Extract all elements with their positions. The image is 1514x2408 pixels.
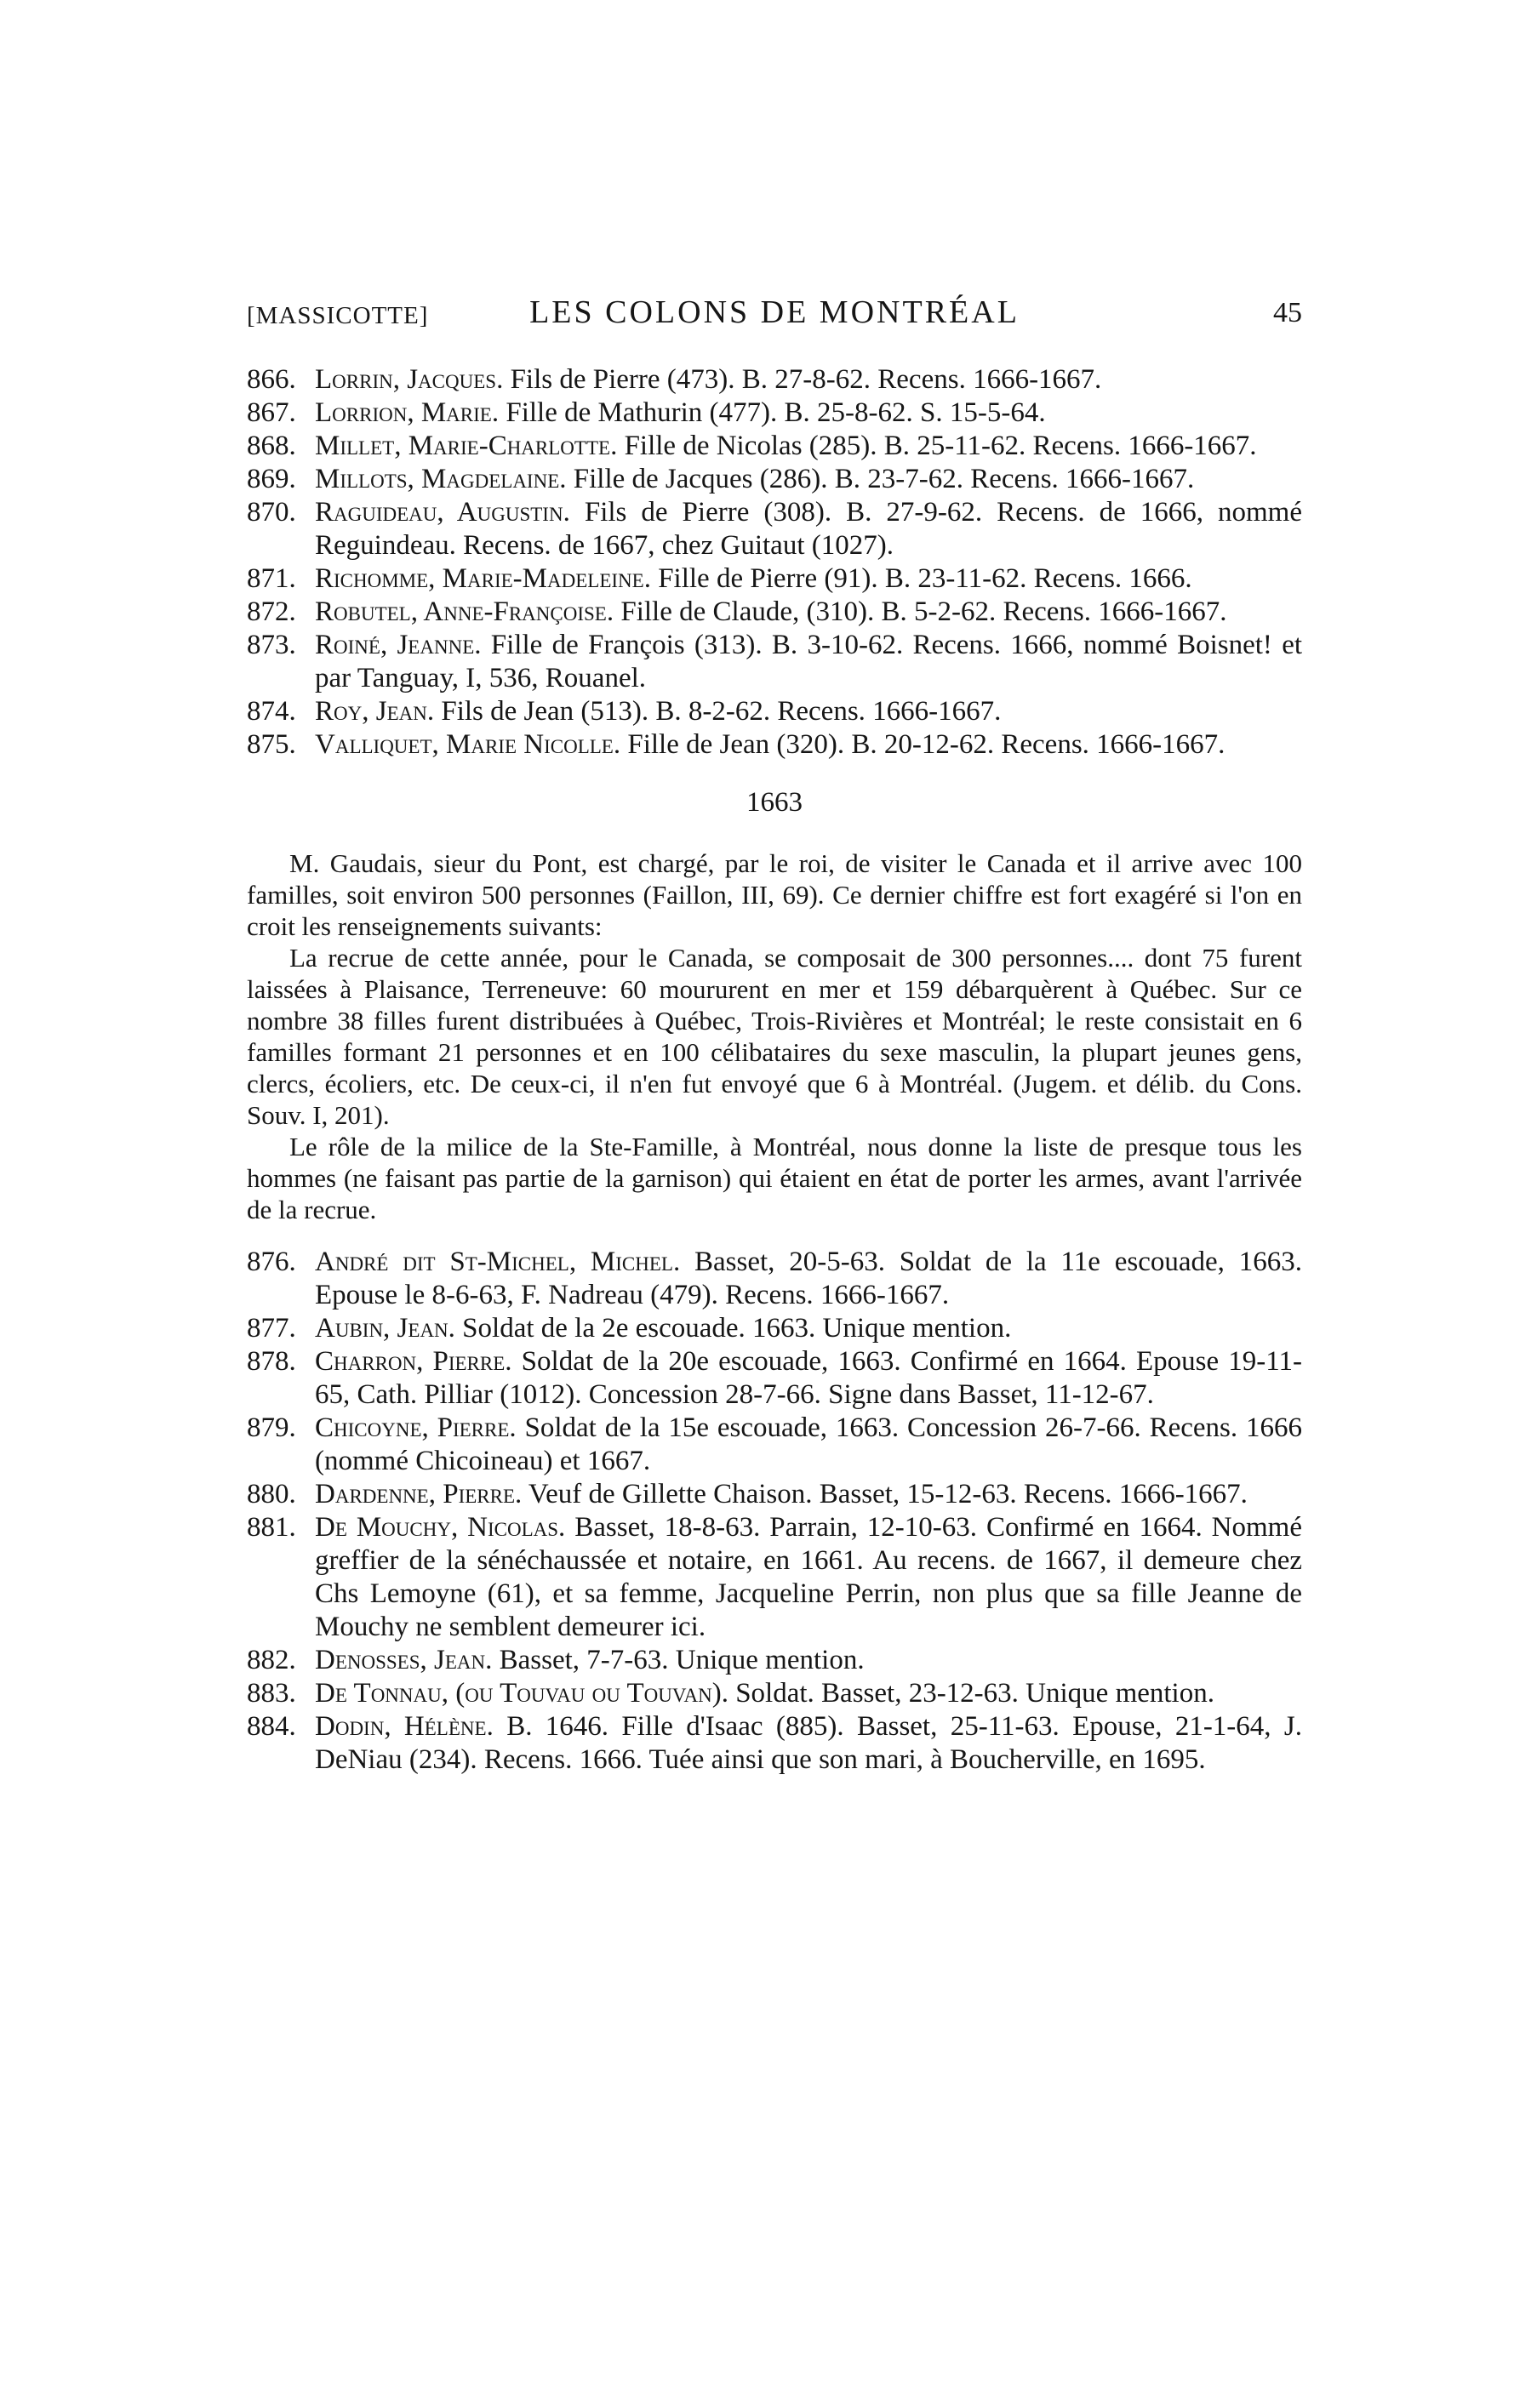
narrative bbox=[247, 847, 1302, 1225]
entry-number: 873. bbox=[247, 630, 296, 660]
entry-text: Fille de Jacques (286). B. 23-7-62. Recens. 1666-1667. bbox=[573, 464, 1195, 494]
entry bbox=[247, 596, 1302, 629]
entry bbox=[247, 1246, 1302, 1312]
entry-number: 880. bbox=[247, 1479, 296, 1509]
entries-list-top bbox=[247, 363, 1302, 762]
entry-text: B. 1646. Fille d'Isaac (885). Basset, 25-11-63. Epouse, 21-1-64, J. DeNiau (234). Recens. 1666. Tuée ainsi que son mari, à Boucherville, en 1695. bbox=[315, 1711, 1303, 1775]
entry-name: De Tonnau, (ou Touvau ou Touvan). bbox=[315, 1678, 728, 1709]
entry-number: 875. bbox=[247, 729, 296, 760]
year-heading: 1663 bbox=[746, 787, 803, 818]
page-number: 45 bbox=[1273, 297, 1302, 328]
entry bbox=[247, 363, 1302, 397]
entry-body bbox=[315, 562, 1302, 596]
entry-number: 866. bbox=[247, 364, 296, 395]
entry bbox=[247, 1677, 1302, 1710]
entry-body bbox=[315, 728, 1302, 762]
entry bbox=[247, 629, 1302, 695]
entry-number: 882. bbox=[247, 1645, 296, 1675]
entry-text: Basset, 20-5-63. Soldat de la 11e escouade, 1663. Epouse le 8-6-63, F. Nadreau (479). Recens. 1666-1667. bbox=[315, 1247, 1302, 1310]
entry bbox=[247, 695, 1302, 728]
entry-body bbox=[315, 1478, 1302, 1511]
entry-text: Soldat. Basset, 23-12-63. Unique mention. bbox=[735, 1678, 1214, 1709]
entry-name: Roiné, Jeanne. bbox=[315, 630, 482, 660]
entry-text: Fille de Mathurin (477). B. 25-8-62. S. 15-5-64. bbox=[506, 397, 1046, 428]
entry-text: Fils de Jean (513). B. 8-2-62. Recens. 1666-1667. bbox=[441, 696, 1002, 727]
entry bbox=[247, 1478, 1302, 1511]
entry bbox=[247, 430, 1302, 463]
entry-name: Millots, Magdelaine. bbox=[315, 464, 567, 494]
entry-text: Soldat de la 2e escouade. 1663. Unique mention. bbox=[462, 1313, 1012, 1344]
entry bbox=[247, 562, 1302, 596]
entry-name: Richomme, Marie-Madeleine. bbox=[315, 563, 651, 594]
entry-text: Fille de Jean (320). B. 20-12-62. Recens. 1666-1667. bbox=[627, 729, 1225, 760]
entry-name: Chicoyne, Pierre. bbox=[315, 1412, 517, 1443]
entry-body bbox=[315, 1677, 1302, 1710]
entry-body bbox=[315, 430, 1302, 463]
entry-number: 874. bbox=[247, 696, 296, 727]
entry-body bbox=[315, 1345, 1302, 1412]
entry-body bbox=[315, 1246, 1302, 1312]
entry-number: 870. bbox=[247, 497, 296, 528]
entry-body bbox=[315, 1312, 1302, 1345]
entry-body bbox=[315, 1644, 1302, 1677]
entry bbox=[247, 397, 1302, 430]
entry-name: Lorrion, Marie. bbox=[315, 397, 500, 428]
entry-body bbox=[315, 363, 1302, 397]
entry-body bbox=[315, 496, 1302, 562]
entry-name: De Mouchy, Nicolas. bbox=[315, 1512, 566, 1543]
entry bbox=[247, 463, 1302, 496]
entry-number: 884. bbox=[247, 1711, 296, 1742]
entry-number: 878. bbox=[247, 1346, 296, 1377]
entry bbox=[247, 496, 1302, 562]
page bbox=[247, 294, 1302, 1777]
entries-list-bottom bbox=[247, 1246, 1302, 1777]
entry-body bbox=[315, 596, 1302, 629]
page-header bbox=[247, 294, 1302, 345]
entry-number: 869. bbox=[247, 464, 296, 494]
entry-text: Fille de Pierre (91). B. 23-11-62. Recens. 1666. bbox=[658, 563, 1192, 594]
entry-name: Denosses, Jean. bbox=[315, 1645, 493, 1675]
paragraph: La recrue de cette année, pour le Canada, se composait de 300 personnes.... dont 75 furent laissées à Plaisance, Terreneuve: 60 moururent en mer et 159 débarquèrent à Québec. Sur ce nombre 38 filles furent distribuées à Québec, Trois-Rivières et Montréal; le reste consistait en 6 familles formant 21 personnes et en 100 célibataires du sexe masculin, la plupart jeunes gens, clercs, écoliers, etc. De ceux-ci, il n'en fut envoyé que 6 à Montréal. (Jugem. et délib. du Cons. Souv. I, 201). bbox=[247, 943, 1302, 1130]
entry-name: Roy, Jean. bbox=[315, 696, 435, 727]
entry-number: 883. bbox=[247, 1678, 296, 1709]
entry-body bbox=[315, 1412, 1302, 1478]
entry-name: Raguideau, Augustin. bbox=[315, 497, 570, 528]
entry-name: Aubin, Jean. bbox=[315, 1313, 455, 1344]
entry bbox=[247, 1312, 1302, 1345]
entry-text: Soldat de la 15e escouade, 1663. Concession 26-7-66. Recens. 1666 (nommé Chicoineau) et 1667. bbox=[315, 1412, 1303, 1476]
entry-number: 867. bbox=[247, 397, 296, 428]
entry bbox=[247, 1644, 1302, 1677]
paragraph: Le rôle de la milice de la Ste-Famille, à Montréal, nous donne la liste de presque tous les hommes (ne faisant pas partie de la garnison) qui étaient en état de porter les armes, avant l'arrivée de la recrue. bbox=[247, 1132, 1302, 1224]
entry-text: Veuf de Gillette Chaison. Basset, 15-12-63. Recens. 1666-1667. bbox=[528, 1479, 1248, 1509]
entry bbox=[247, 728, 1302, 762]
running-title: LES COLONS DE MONTRÉAL bbox=[529, 294, 1020, 330]
entry-text: Fille de François (313). B. 3-10-62. Recens. 1666, nommé Boisnet! et par Tanguay, I, 536, Rouanel. bbox=[315, 630, 1303, 693]
entry-number: 879. bbox=[247, 1412, 296, 1443]
entry-name: Valliquet, Marie Nicolle. bbox=[315, 729, 621, 760]
entry-name: Charron, Pierre. bbox=[315, 1346, 512, 1377]
entry-name: Millet, Marie-Charlotte. bbox=[315, 431, 618, 461]
entry-text: Basset, 18-8-63. Parrain, 12-10-63. Confirmé en 1664. Nommé greffier de la sénéchaussée et notaire, en 1661. Au recens. de 1667, il demeure chez Chs Lemoyne (61), et sa femme, Jacqueline Perrin, non plus que sa fille Jeanne de Mouchy ne semblent demeurer ici. bbox=[315, 1512, 1302, 1642]
entry-name: Robutel, Anne-Françoise. bbox=[315, 596, 614, 627]
entry-body bbox=[315, 629, 1302, 695]
entry-number: 881. bbox=[247, 1512, 296, 1543]
entry-body bbox=[315, 1710, 1302, 1777]
entry-name: Dodin, Hélène. bbox=[315, 1711, 494, 1742]
entry-text: Fille de Claude, (310). B. 5-2-62. Recens. 1666-1667. bbox=[620, 596, 1227, 627]
author-tag: [MASSICOTTE] bbox=[247, 302, 429, 329]
paragraph: M. Gaudais, sieur du Pont, est chargé, par le roi, de visiter le Canada et il arrive avec 100 familles, soit environ 500 personnes (Faillon, III, 69). Ce dernier chiffre est fort exagéré si l'on en croit les renseignements suivants: bbox=[247, 848, 1302, 941]
entry-text: Fils de Pierre (308). B. 27-9-62. Recens. de 1666, nommé Reguindeau. Recens. de 1667, chez Guitaut (1027). bbox=[315, 497, 1303, 561]
entry-name: André dit St-Michel, Michel. bbox=[315, 1247, 681, 1277]
entry-text: Fils de Pierre (473). B. 27-8-62. Recens. 1666-1667. bbox=[510, 364, 1102, 395]
entry-number: 876. bbox=[247, 1247, 296, 1277]
entry-name: Lorrin, Jacques. bbox=[315, 364, 504, 395]
entry bbox=[247, 1412, 1302, 1478]
entry-text: Basset, 7-7-63. Unique mention. bbox=[499, 1645, 865, 1675]
entry bbox=[247, 1345, 1302, 1412]
entry-number: 871. bbox=[247, 563, 296, 594]
entry-number: 872. bbox=[247, 596, 296, 627]
entry-body bbox=[315, 695, 1302, 728]
entry-text: Fille de Nicolas (285). B. 25-11-62. Recens. 1666-1667. bbox=[624, 431, 1257, 461]
entry-number: 877. bbox=[247, 1313, 296, 1344]
entry-body bbox=[315, 397, 1302, 430]
entry-body bbox=[315, 463, 1302, 496]
entry-text: Soldat de la 20e escouade, 1663. Confirmé en 1664. Epouse 19-11-65, Cath. Pilliar (1012). Concession 28-7-66. Signe dans Basset, 11-12-67. bbox=[315, 1346, 1302, 1410]
entry-body bbox=[315, 1511, 1302, 1644]
entry-number: 868. bbox=[247, 431, 296, 461]
entry bbox=[247, 1710, 1302, 1777]
entry-name: Dardenne, Pierre. bbox=[315, 1479, 523, 1509]
entry bbox=[247, 1511, 1302, 1644]
